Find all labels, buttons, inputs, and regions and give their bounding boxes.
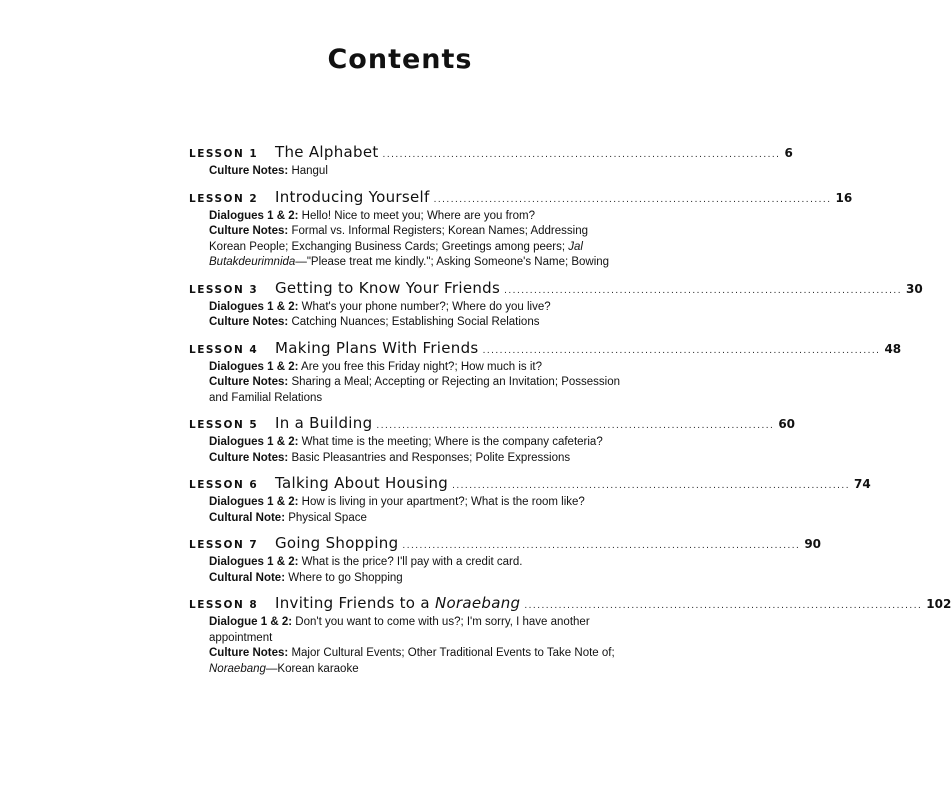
page-number: 6 — [784, 146, 793, 160]
toc-entry-lesson-2[interactable] — [189, 187, 853, 271]
detail-text: Don't you want to come with us?; I'm sorry, I have another appointment — [209, 616, 590, 644]
detail-text: Hangul — [291, 165, 328, 177]
dot-leader: ............................................................................................. — [382, 149, 781, 160]
dot-leader: ............................................................................................. — [482, 344, 881, 356]
toc-entry-lesson-1[interactable] — [189, 143, 793, 180]
detail-label: Dialogues 1 & 2: — [209, 209, 299, 222]
detail-label: Dialogues 1 & 2: — [209, 360, 299, 373]
lesson-number: LESSON 6 — [189, 479, 259, 491]
toc-entry-lesson-8[interactable] — [189, 594, 951, 677]
detail-text-after: —"Please treat me kindly."; Asking Someone's Name; Bowing — [295, 256, 610, 268]
detail-italic-text: Noraebang — [209, 662, 266, 675]
detail-text: What is the price? I'll pay with a credit card. — [301, 556, 523, 568]
dot-leader: ............................................................................................. — [524, 600, 923, 611]
detail-text: Basic Pleasantries and Responses; Polite Expressions — [291, 451, 571, 464]
detail-label: Cultural Note: — [209, 511, 286, 524]
lesson-detail — [209, 315, 623, 331]
lesson-detail — [209, 224, 623, 271]
lesson-number: LESSON 3 — [189, 283, 259, 296]
detail-text: Where to go Shopping — [288, 571, 403, 584]
toc-entry-lesson-7[interactable] — [189, 534, 822, 586]
detail-text: Sharing a Meal; Accepting or Rejecting an Invitation; Possession and Familial Relations — [209, 376, 621, 404]
lesson-detail — [209, 451, 623, 467]
detail-label: Culture Notes: — [209, 225, 289, 237]
lesson-detail — [209, 209, 623, 225]
lesson-number: LESSON 7 — [189, 539, 259, 551]
detail-label: Dialogues 1 & 2: — [209, 496, 299, 508]
lesson-title-italic: Noraebang — [434, 594, 521, 612]
page-number: 60 — [778, 417, 796, 431]
lesson-detail — [209, 571, 623, 587]
dot-leader: ............................................................................................. — [376, 420, 775, 431]
dot-leader: ............................................................................................. — [402, 540, 801, 551]
lesson-title: Making Plans With Friends — [275, 338, 479, 357]
lesson-number: LESSON 2 — [189, 192, 259, 205]
toc-entry-lesson-5[interactable] — [189, 414, 796, 466]
detail-text: Formal vs. Informal Registers; Korean Names; Addressing Korean People; Exchanging Business Cards; Greetings among peers; — [209, 225, 588, 253]
toc-entry-lesson-4[interactable] — [189, 338, 902, 407]
dot-leader: ............................................................................................. — [504, 284, 902, 296]
detail-label: Culture Notes: — [209, 451, 289, 464]
detail-text: Major Cultural Events; Other Traditional Events to Take Note of; — [291, 647, 615, 659]
detail-text: Hello! Nice to meet you; Where are you from? — [301, 209, 535, 222]
detail-label: Culture Notes: — [209, 647, 289, 659]
page-title: Contents — [327, 44, 473, 75]
lesson-title-text: Inviting Friends to a — [275, 594, 430, 612]
detail-text: Physical Space — [288, 511, 367, 524]
lesson-title: In a Building — [275, 414, 373, 432]
lesson-detail — [209, 615, 623, 646]
detail-label: Dialogues 1 & 2: — [209, 556, 299, 568]
detail-label: Dialogue 1 & 2: — [209, 616, 293, 628]
lesson-title: Introducing Yourself — [275, 187, 430, 206]
toc-entry-lesson-6[interactable] — [189, 474, 871, 526]
page-number: 74 — [853, 477, 871, 491]
lesson-detail — [209, 375, 623, 406]
detail-text: Are you free this Friday night?; How much is it? — [301, 360, 542, 373]
lesson-detail — [209, 555, 623, 571]
dot-leader: ............................................................................................. — [452, 480, 850, 491]
lesson-detail — [209, 164, 623, 180]
detail-label: Dialogues 1 & 2: — [209, 300, 299, 313]
toc-entry-lesson-3[interactable] — [189, 278, 923, 331]
lesson-detail — [209, 511, 623, 527]
lesson-title: Getting to Know Your Friends — [275, 278, 501, 297]
detail-label: Culture Notes: — [209, 165, 289, 177]
lesson-title: Going Shopping — [275, 534, 399, 552]
page-number: 30 — [906, 281, 923, 296]
lesson-detail — [209, 646, 623, 677]
detail-text-after: —Korean karaoke — [265, 662, 359, 675]
detail-text: What's your phone number?; Where do you live? — [301, 300, 551, 313]
page-number: 16 — [835, 190, 853, 205]
lesson-number: LESSON 8 — [189, 599, 259, 611]
lesson-detail — [209, 495, 623, 511]
lesson-title: The Alphabet — [275, 143, 379, 161]
lesson-detail — [209, 435, 623, 451]
dot-leader: ............................................................................................. — [433, 193, 832, 205]
lesson-number: LESSON 5 — [189, 419, 259, 431]
lesson-title — [275, 594, 520, 612]
detail-text: How is living in your apartment?; What is the room like? — [301, 496, 585, 508]
page-number: 90 — [804, 537, 822, 551]
lesson-number: LESSON 4 — [189, 343, 259, 356]
detail-text: Catching Nuances; Establishing Social Relations — [291, 316, 540, 328]
detail-label: Dialogues 1 & 2: — [209, 436, 299, 448]
detail-label: Cultural Note: — [209, 571, 286, 584]
lesson-number: LESSON 1 — [189, 148, 259, 160]
table-of-contents — [189, 143, 951, 685]
lesson-detail — [209, 300, 623, 316]
detail-label: Culture Notes: — [209, 316, 289, 328]
lesson-title: Talking About Housing — [275, 474, 449, 492]
detail-label: Culture Notes: — [209, 376, 289, 388]
lesson-detail — [209, 360, 623, 376]
page-number: 102 — [926, 597, 951, 611]
detail-text: What time is the meeting; Where is the company cafeteria? — [301, 436, 603, 448]
page-number: 48 — [884, 341, 902, 356]
detail-italic-text: Jal Butakdeurimnida — [209, 240, 583, 268]
